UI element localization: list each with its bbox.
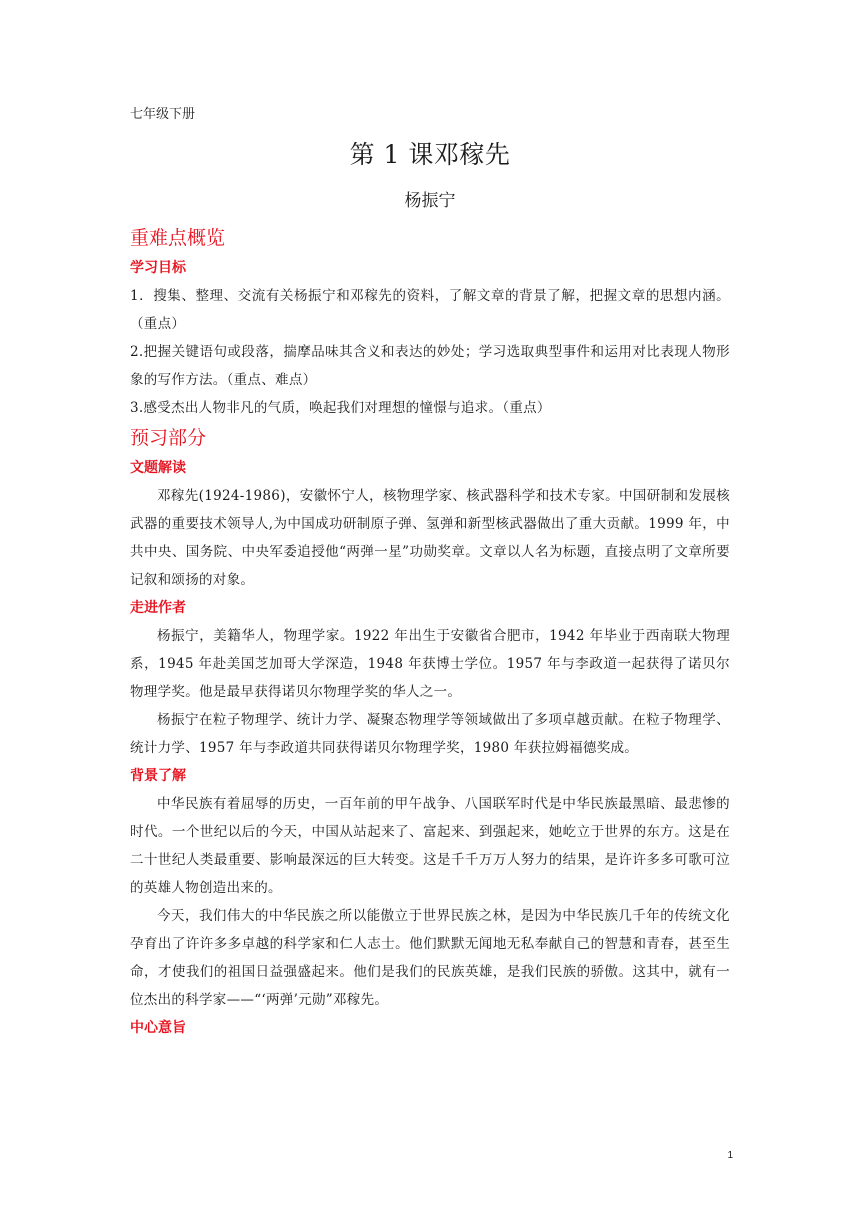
theme-heading: 中心意旨 <box>130 1020 186 1036</box>
lesson-title: 第 1 课邓稼先 <box>349 140 511 169</box>
goal-item: 1．搜集、整理、交流有关杨振宁和邓稼先的资料，了解文章的背景了解，把握文章的思想内涵。（重点） <box>130 288 730 332</box>
author-name: 杨振宁 <box>404 191 456 211</box>
goals-heading: 学习目标 <box>130 260 186 276</box>
goal-item: 3.感受杰出人物非凡的气质，唤起我们对理想的憧憬与追求。（重点） <box>130 400 551 416</box>
background-paragraph: 今天，我们伟大的中华民族之所以能傲立于世界民族之林，是因为中华民族几千年的传统文化孕育出了许许多多卓越的科学家和仁人志士。他们默默无闻地无私奉献自己的智慧和青春，甚至生命，才使我们的祖国日益强盛起来。他们是我们的民族英雄，是我们民族的骄傲。这其中，就有一位杰出的科学家——“‘两弹’元勋”邓稼先。 <box>130 908 730 1008</box>
overview-heading: 重难点概览 <box>130 227 226 249</box>
background-heading: 背景了解 <box>130 768 186 784</box>
author-paragraph: 杨振宁在粒子物理学、统计力学、凝聚态物理学等领域做出了多项卓越贡献。在粒子物理学、统计力学、1957 年与李政道共同获得诺贝尔物理学奖，1980 年获拉姆福德奖成。 <box>130 712 730 756</box>
goal-item: 2.把握关键语句或段落，揣摩品味其含义和表达的妙处；学习选取典型事件和运用对比表现人物形象的写作方法。（重点、难点） <box>130 344 730 388</box>
title-explain-heading: 文题解读 <box>130 460 186 476</box>
preview-heading: 预习部分 <box>130 427 207 449</box>
document-body <box>130 222 730 1042</box>
background-paragraph: 中华民族有着屈辱的历史，一百年前的甲午战争、八国联军时代是中华民族最黑暗、最悲惨的时代。一个世纪以后的今天，中国从站起来了、富起来、到强起来，她屹立于世界的东方。这是在二十世纪人类最重要、影响最深远的巨大转变。这是千千万万人努力的结果，是许许多多可歌可泣的英雄人物创造出来的。 <box>130 796 730 896</box>
author-heading: 走进作者 <box>130 600 186 616</box>
title-explain-paragraph: 邓稼先(1924-1986)，安徽怀宁人，核物理学家、核武器科学和技术专家。中国研制和发展核武器的重要技术领导人,为中国成功研制原子弹、氢弹和新型核武器做出了重大贡献。1999 年，中共中央、国务院、中央军委追授他“两弹一星”功勋奖章。文章以人名为标题，直接点明了文章所要记叙和颂扬的对象。 <box>130 488 730 588</box>
grade-label: 七年级下册 <box>130 107 196 122</box>
page-number: 1 <box>727 1150 733 1161</box>
author-paragraph: 杨振宁，美籍华人，物理学家。1922 年出生于安徽省合肥市，1942 年毕业于西南联大物理系，1945 年赴美国芝加哥大学深造，1948 年获博士学位。1957 年与李政道一起获得了诺贝尔物理学奖。他是最早获得诺贝尔物理学奖的华人之一。 <box>130 628 730 700</box>
